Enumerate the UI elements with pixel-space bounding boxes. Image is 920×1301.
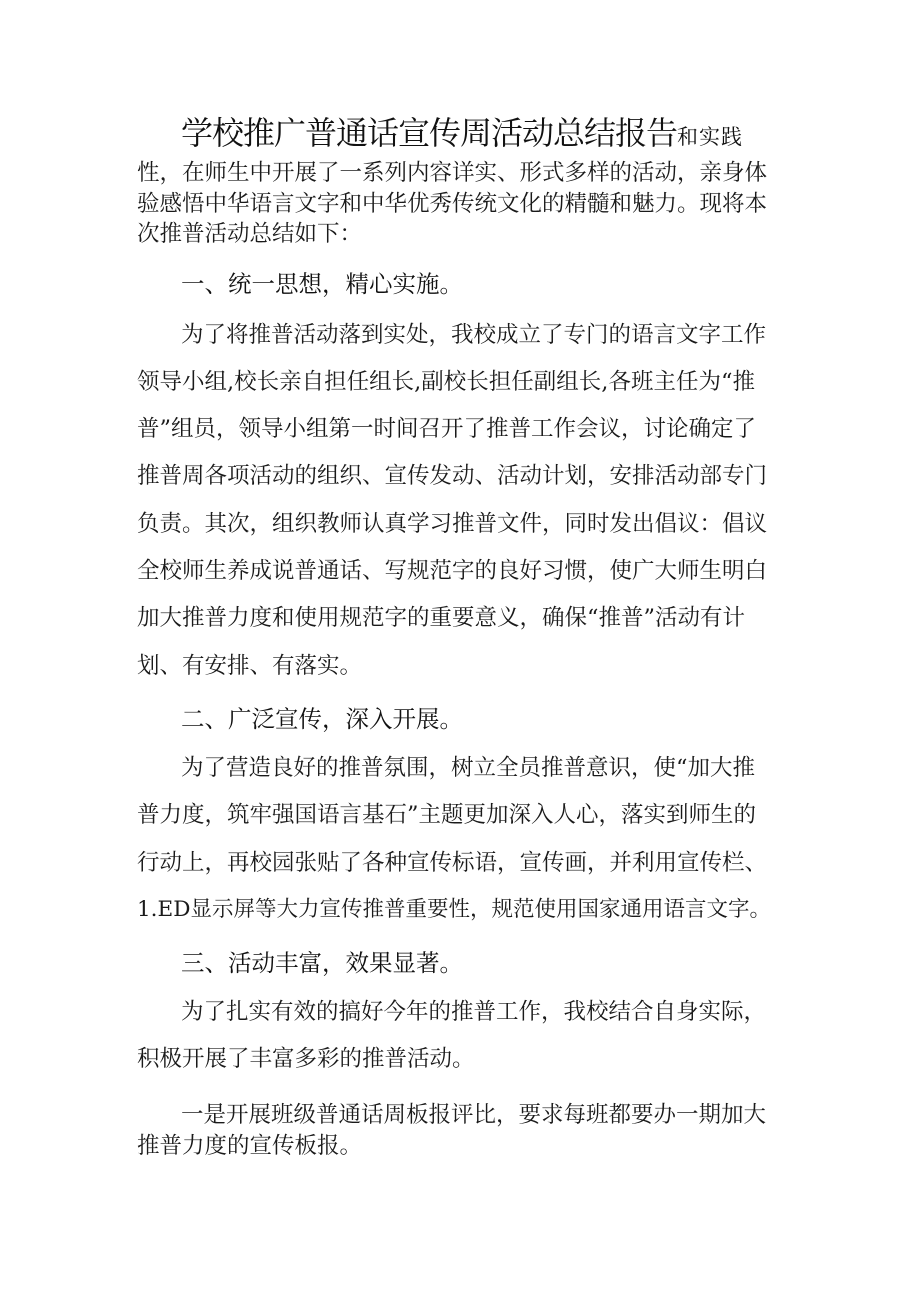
paragraph-line: 普”组员，领导小组第一时间召开了推普工作会议，讨论确定了 — [137, 416, 757, 442]
section-heading-2: 二、广泛宣传，深入开展。 — [181, 705, 463, 733]
paragraph-line: 加大推普力度和使用规范字的重要意义，确保“推普”活动有计 — [137, 605, 746, 631]
paragraph-line: 积极开展了丰富多彩的推普活动。 — [137, 1046, 475, 1072]
paragraph-line: 为了营造良好的推普氛围，树立全员推普意识，使“加大推 — [181, 755, 756, 781]
intro-line: 次推普活动总结如下： — [137, 221, 363, 247]
intro-line: 验感悟中华语言文字和中华优秀传统文化的精髓和魅力。现将本 — [137, 191, 768, 217]
paragraph-line: 推普周各项活动的组织、宣传发动、活动计划，安排活动部专门 — [137, 463, 768, 489]
paragraph-line: 1.ED显示屏等大力宣传推普重要性，规范使用国家通用语言文字。 — [137, 897, 771, 922]
section-heading-1: 一、统一思想，精心实施。 — [181, 270, 463, 298]
paragraph-line: 一是开展班级普通话周板报评比，要求每班都要办一期加大 — [181, 1102, 767, 1128]
section-heading-3: 三、活动丰富，效果显著。 — [181, 949, 463, 977]
paragraph-line: 普力度，筑牢强国语言基石”主题更加深入人心，落实到师生的 — [137, 802, 757, 828]
document-title-continuation: 和实践 — [677, 125, 744, 149]
paragraph-line: 行动上，再校园张贴了各种宣传标语，宣传画，并利用宣传栏、 — [137, 850, 768, 876]
paragraph-line: 负责。其次，组织教师认真学习推普文件，同时发出倡议：倡议 — [137, 511, 768, 537]
paragraph-line: 全校师生养成说普通话、写规范字的良好习惯，使广大师生明白 — [137, 558, 768, 584]
paragraph-line: 为了将推普活动落到实处，我校成立了专门的语言文字工作 — [181, 322, 767, 348]
paragraph-line: 领导小组,校长亲自担任组长,副校长担任副组长,各班主任为“推 — [137, 369, 755, 395]
document-title-line — [181, 108, 743, 154]
document-title: 学校推广普通话宣传周活动总结报告 — [181, 114, 678, 152]
paragraph-line: 划、有安排、有落实。 — [137, 653, 363, 679]
paragraph-line: 推普力度的宣传板报。 — [137, 1133, 363, 1159]
intro-line: 性，在师生中开展了一系列内容详实、形式多样的活动，亲身体 — [137, 160, 768, 186]
paragraph-line: 为了扎实有效的搞好今年的推普工作，我校结合自身实际， — [181, 999, 767, 1025]
